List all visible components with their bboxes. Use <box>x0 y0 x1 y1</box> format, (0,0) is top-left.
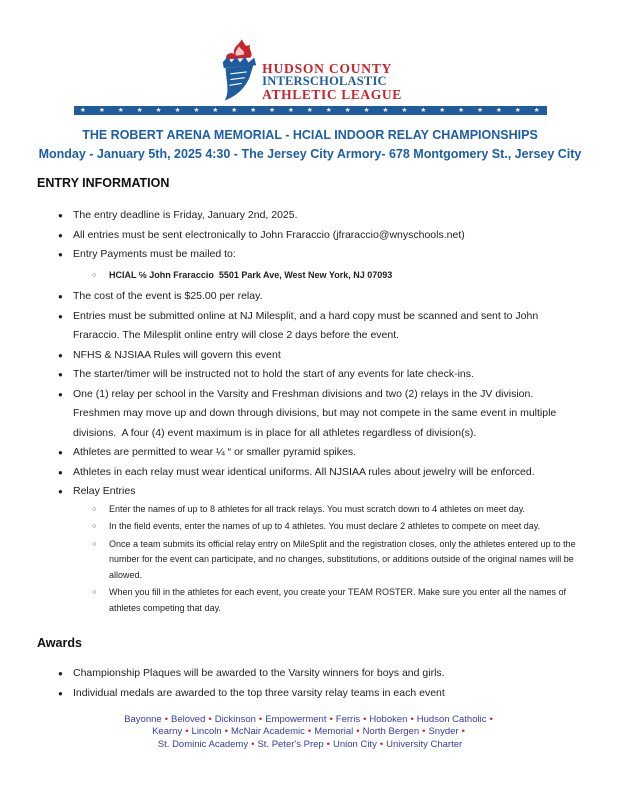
bullet-separator-icon: • <box>363 714 367 725</box>
school-name: McNair Academic <box>230 726 305 738</box>
school-name: Bayonne <box>124 714 162 725</box>
list-item-text: HCIAL ℅ John Fraraccio 5501 Park Ave, West New York, NJ 07093 <box>109 269 393 280</box>
list-item-text: Entries must be submitted online at NJ Milesplit, and a hard copy must be scanned and sent to John Fraraccio. The Milesplit online entry will close 2 days before the event. <box>73 309 542 341</box>
list-item <box>37 537 584 584</box>
bullet-separator-icon: • <box>422 726 426 738</box>
school-name: Union City <box>333 738 377 750</box>
disc-bullet-icon: ● <box>58 688 63 698</box>
logo-line-interscholastic: INTERSCHOLASTIC <box>262 74 387 88</box>
bullet-separator-icon: • <box>379 738 384 750</box>
bullet-separator-icon: • <box>164 714 169 725</box>
star-icon: ★ <box>477 107 483 114</box>
star-icon: ★ <box>98 107 105 114</box>
school-name: Lincoln <box>191 726 222 738</box>
list-item <box>37 585 584 616</box>
star-icon: ★ <box>174 107 181 114</box>
event-date-location: Monday - January 5th, 2025 4:30 - The Jersey City Armory- 678 Montgomery St., Jersey City <box>38 146 582 161</box>
star-icon: ★ <box>306 107 313 114</box>
star-icon: ★ <box>325 107 332 114</box>
list-item <box>37 482 584 502</box>
star-icon: ★ <box>420 107 427 114</box>
star-icon: ★ <box>458 107 464 114</box>
bullet-list <box>37 206 584 616</box>
star-icon: ★ <box>193 107 200 114</box>
disc-bullet-icon: ● <box>58 370 63 379</box>
star-icon: ★ <box>231 107 238 114</box>
bullet-separator-icon: • <box>489 714 493 725</box>
disc-bullet-icon: ● <box>58 389 63 399</box>
bullet-separator-icon: • <box>208 714 212 725</box>
star-icon: ★ <box>80 107 86 114</box>
school-name: Ferris <box>335 714 361 725</box>
section-heading: ENTRY INFORMATION <box>37 176 170 190</box>
list-item <box>37 385 584 444</box>
league-header <box>0 38 620 115</box>
list-item <box>37 245 584 265</box>
list-item-text: When you fill in the athletes for each event, you create your TEAM ROSTER. Make sure you enter all the names of athletes competing that day. <box>109 587 569 613</box>
list-item <box>37 365 584 385</box>
section-heading: Awards <box>37 636 82 650</box>
bullet-separator-icon: • <box>251 738 255 750</box>
star-icon: ★ <box>212 107 219 114</box>
bullet-separator-icon: • <box>258 714 263 725</box>
list-item-text: Individual medals are awarded to the top three varsity relay teams in each event <box>73 686 445 699</box>
disc-bullet-icon: ● <box>58 230 63 240</box>
footer-line <box>0 726 620 738</box>
list-item <box>37 684 584 704</box>
star-icon: ★ <box>514 107 521 114</box>
school-name: Snyder <box>428 726 459 738</box>
bullet-separator-icon: • <box>185 726 189 738</box>
bullet-separator-icon: • <box>307 726 312 738</box>
school-name: St. Peter's Prep <box>257 738 324 750</box>
star-icon: ★ <box>401 107 408 114</box>
school-name: North Bergen <box>362 726 420 738</box>
member-schools-footer <box>0 714 620 751</box>
logo-line-athletic-league: ATHLETIC LEAGUE <box>262 87 402 102</box>
circle-bullet-icon: ○ <box>92 271 97 279</box>
list-item-text: Once a team submits its official relay entry on MileSplit and the registration closes, only the athletes entered up to the number for the event can participate, and no changes, substitutions, or additions outside of the original names will be allowed. <box>109 538 579 580</box>
disc-bullet-icon: ● <box>58 350 63 360</box>
star-icon: ★ <box>439 107 446 114</box>
list-item-text: One (1) relay per school in the Varsity and Freshman divisions and two (2) relays in the JV division. Freshmen may move up and down through divisions, but may not compete in the same event in multiple divisions. A four (4) event maximum is in place for all athletes regardless of division(s). <box>73 387 560 439</box>
list-item-text: The cost of the event is $25.00 per relay. <box>73 290 263 302</box>
star-icon: ★ <box>344 107 351 114</box>
star-icon: ★ <box>288 107 294 114</box>
bullet-separator-icon: • <box>356 726 360 738</box>
star-icon: ★ <box>136 107 143 114</box>
list-item <box>37 226 584 246</box>
list-item-text: Athletes in each relay must wear identical uniforms. All NJSIAA rules about jewelry will be enforced. <box>73 465 535 478</box>
list-item <box>37 268 584 284</box>
bullet-separator-icon: • <box>329 714 333 725</box>
star-icon: ★ <box>269 107 275 114</box>
circle-bullet-icon: ○ <box>92 523 97 530</box>
list-item-text: All entries must be sent electronically to John Fraraccio (jfraraccio@wnyschools.net) <box>73 228 465 241</box>
school-name: St. Dominic Academy <box>157 738 249 750</box>
logo-wordmark <box>262 62 402 102</box>
school-name: Empowerment <box>265 714 327 725</box>
star-icon: ★ <box>495 107 502 114</box>
logo-line-hudson-county: HUDSON COUNTY <box>262 61 393 76</box>
bullet-separator-icon: • <box>461 726 465 738</box>
disc-bullet-icon: ● <box>58 448 63 457</box>
star-icon: ★ <box>155 107 162 114</box>
star-icon: ★ <box>382 107 389 114</box>
circle-bullet-icon: ○ <box>92 540 97 548</box>
disc-bullet-icon: ● <box>58 211 63 220</box>
star-icon: ★ <box>363 107 370 114</box>
bullet-separator-icon: • <box>326 738 330 750</box>
bullet-list <box>37 664 584 703</box>
list-item <box>37 206 584 226</box>
star-banner <box>74 106 547 115</box>
list-item-text: NFHS & NJSIAA Rules will govern this event <box>73 348 281 361</box>
star-icon: ★ <box>250 107 257 114</box>
list-item <box>37 519 584 535</box>
list-item-text: Athletes are permitted to wear ¼ “ or smaller pyramid spikes. <box>73 446 357 458</box>
circle-bullet-icon: ○ <box>92 589 97 596</box>
school-name: Kearny <box>152 726 183 738</box>
disc-bullet-icon: ● <box>58 311 63 321</box>
school-name: University Charter <box>386 738 463 750</box>
school-name: Memorial <box>314 726 354 738</box>
list-item-text: The starter/timer will be instructed not to hold the start of any events for late check-ins. <box>73 368 474 380</box>
bullet-separator-icon: • <box>224 726 228 738</box>
disc-bullet-icon: ● <box>58 669 63 678</box>
footer-line <box>0 714 620 726</box>
list-item-text: Enter the names of up to 8 athletes for all track relays. You must scratch down to 4 athletes on meet day. <box>109 503 526 514</box>
document-body <box>0 176 620 703</box>
list-item-text: Championship Plaques will be awarded to the Varsity winners for boys and girls. <box>73 667 445 679</box>
footer-line <box>0 739 620 751</box>
star-icon: ★ <box>117 107 124 114</box>
list-item <box>37 346 584 366</box>
event-title-block <box>0 126 620 163</box>
disc-bullet-icon: ● <box>58 467 63 477</box>
list-item <box>37 664 584 684</box>
school-name: Dickinson <box>214 714 256 725</box>
disc-bullet-icon: ● <box>58 292 63 301</box>
list-item-text: In the field events, enter the names of up to 4 athletes. You must declare 2 athletes to compete on meet day. <box>109 521 541 531</box>
list-item <box>37 502 584 518</box>
hcial-logo <box>0 38 620 102</box>
school-name: Beloved <box>171 714 206 725</box>
disc-bullet-icon: ● <box>58 487 63 496</box>
list-item <box>37 287 584 307</box>
list-item <box>37 443 584 463</box>
disc-bullet-icon: ● <box>58 250 63 259</box>
bullet-separator-icon: • <box>410 714 414 725</box>
school-name: Hudson Catholic <box>416 714 487 725</box>
list-item-text: Entry Payments must be mailed to: <box>73 248 236 260</box>
list-item <box>37 463 584 483</box>
school-name: Hoboken <box>369 714 408 725</box>
list-item-text: Relay Entries <box>73 485 136 497</box>
circle-bullet-icon: ○ <box>92 505 97 513</box>
liberty-torch-icon <box>218 38 260 102</box>
list-item-text: The entry deadline is Friday, January 2nd, 2025. <box>73 209 298 221</box>
list-item <box>37 307 584 346</box>
event-title: THE ROBERT ARENA MEMORIAL - HCIAL INDOOR RELAY CHAMPIONSHIPS <box>82 128 538 142</box>
star-icon: ★ <box>533 107 540 114</box>
